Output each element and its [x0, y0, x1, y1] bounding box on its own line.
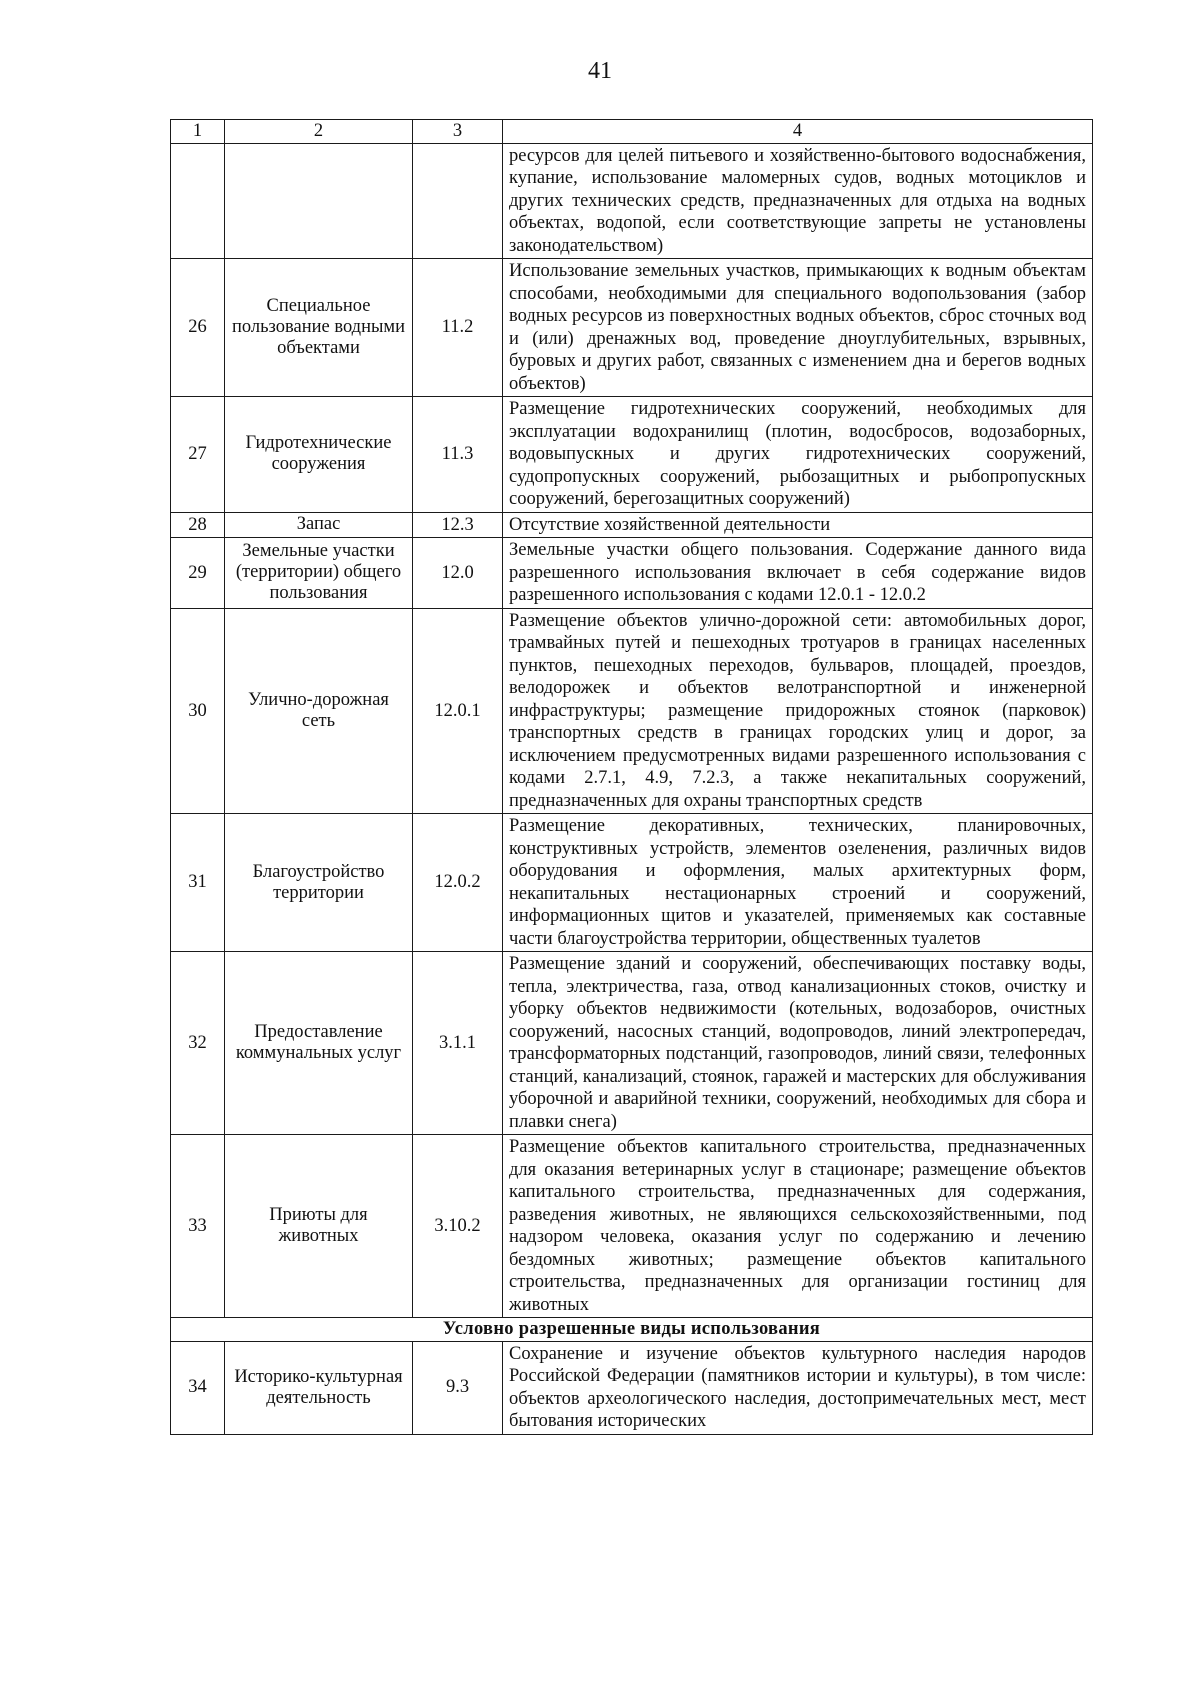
table-row-30	[171, 608, 1093, 814]
land-use-code	[413, 143, 503, 259]
row-number: 34	[171, 1341, 225, 1434]
land-use-name: Земельные участки (территории) общего пользования	[225, 538, 413, 609]
row-number: 28	[171, 512, 225, 538]
land-use-description: Размещение объектов улично-дорожной сети: автомобильных дорог, трамвайных путей и пешеходных тротуаров в границах населенных пунктов, пешеходных переходов, бульваров, площадей, проездов, велодорожек и объектов велотранспортной и инженерной инфраструктуры; размещение придорожных стоянок (парковок) транспортных средств в границах городских улиц и дорог, за исключением предусмотренных видами разрешенного использования с кодами 2.7.1, 4.9, 7.2.3, а также некапитальных сооружений, предназначенных для охраны транспортных средств	[503, 608, 1093, 814]
land-use-code: 12.0	[413, 538, 503, 609]
row-number: 31	[171, 814, 225, 952]
table-row-33	[171, 1135, 1093, 1318]
land-use-name: Предоставление коммунальных услуг	[225, 952, 413, 1135]
land-use-code: 12.3	[413, 512, 503, 538]
land-use-name	[225, 143, 413, 259]
land-use-description: Земельные участки общего пользования. Содержание данного вида разрешенного использования включает в себя содержание видов разрешенного использования с кодами 12.0.1 - 12.0.2	[503, 538, 1093, 609]
table-row-26	[171, 259, 1093, 397]
land-use-description: Использование земельных участков, примыкающих к водным объектам способами, необходимыми для специального водопользования (забор водных ресурсов из поверхностных водных объектов, сброс сточных вод и (или) дренажных вод, проведение дноуглубительных, взрывных, буровых и других работ, связанных с изменением дна и берегов водных объектов)	[503, 259, 1093, 397]
row-number	[171, 143, 225, 259]
land-use-name: Улично-дорожная сеть	[225, 608, 413, 814]
land-use-description: Размещение гидротехнических сооружений, необходимых для эксплуатации водохранилищ (плотин, водосбросов, водозаборных, водовыпускных и других гидротехнических сооружений, судопропускных сооружений, рыбозащитных и рыбопропускных сооружений, берегозащитных сооружений)	[503, 397, 1093, 513]
header-cell-2: 2	[225, 120, 413, 144]
land-use-table	[170, 119, 1093, 1435]
page-number: 41	[588, 58, 612, 84]
land-use-name: Гидротехнические сооружения	[225, 397, 413, 513]
land-use-description: Отсутствие хозяйственной деятельности	[503, 512, 1093, 538]
section-title: Условно разрешенные виды использования	[171, 1318, 1093, 1342]
header-cell-3: 3	[413, 120, 503, 144]
row-number: 30	[171, 608, 225, 814]
section-header-row	[171, 1318, 1093, 1342]
land-use-code: 12.0.1	[413, 608, 503, 814]
land-use-description: Размещение зданий и сооружений, обеспечивающих поставку воды, тепла, электричества, газа, отвод канализационных стоков, очистку и уборку объектов недвижимости (котельных, водозаборов, очистных сооружений, насосных станций, водопроводов, линий электропередач, трансформаторных подстанций, газопроводов, линий связи, телефонных станций, канализаций, стоянок, гаражей и мастерских для обслуживания уборочной и аварийной техники, сооружений, необходимых для сбора и плавки снега)	[503, 952, 1093, 1135]
header-cell-1: 1	[171, 120, 225, 144]
land-use-code: 3.1.1	[413, 952, 503, 1135]
land-use-name: Историко-культурная деятельность	[225, 1341, 413, 1434]
table-header-row	[171, 120, 1093, 144]
table-row-continuation	[171, 143, 1093, 259]
land-use-code: 12.0.2	[413, 814, 503, 952]
row-number: 29	[171, 538, 225, 609]
row-number: 32	[171, 952, 225, 1135]
table-row-34	[171, 1341, 1093, 1434]
row-number: 33	[171, 1135, 225, 1318]
table-row-29	[171, 538, 1093, 609]
header-cell-4: 4	[503, 120, 1093, 144]
row-number: 26	[171, 259, 225, 397]
land-use-description: ресурсов для целей питьевого и хозяйственно-бытового водоснабжения, купание, использование маломерных судов, водных мотоциклов и других технических средств, предназначенных для отдыха на водных объектах, водопой, если соответствующие запреты не установлены законодательством)	[503, 143, 1093, 259]
land-use-name: Благоустройство территории	[225, 814, 413, 952]
table-row-32	[171, 952, 1093, 1135]
row-number: 27	[171, 397, 225, 513]
land-use-code: 11.3	[413, 397, 503, 513]
land-use-code: 11.2	[413, 259, 503, 397]
land-use-name: Запас	[225, 512, 413, 538]
land-use-description: Сохранение и изучение объектов культурного наследия народов Российской Федерации (памятников истории и культуры), в том числе: объектов археологического наследия, достопримечательных мест, мест бытования исторических	[503, 1341, 1093, 1434]
land-use-code: 3.10.2	[413, 1135, 503, 1318]
land-use-description: Размещение декоративных, технических, планировочных, конструктивных устройств, элементов озеленения, различных видов оборудования и оформления, малых архитектурных форм, некапитальных нестационарных строений и сооружений, информационных щитов и указателей, применяемых как составные части благоустройства территории, общественных туалетов	[503, 814, 1093, 952]
table-row-31	[171, 814, 1093, 952]
table-row-28	[171, 512, 1093, 538]
land-use-description: Размещение объектов капитального строительства, предназначенных для оказания ветеринарных услуг в стационаре; размещение объектов капитального строительства, предназначенных для содержания, разведения животных, не являющихся сельскохозяйственными, под надзором человека, оказания услуг по содержанию и лечению бездомных животных; размещение объектов капитального строительства, предназначенных для организации гостиниц для животных	[503, 1135, 1093, 1318]
land-use-name: Специальное пользование водными объектами	[225, 259, 413, 397]
land-use-name: Приюты для животных	[225, 1135, 413, 1318]
table-row-27	[171, 397, 1093, 513]
land-use-code: 9.3	[413, 1341, 503, 1434]
